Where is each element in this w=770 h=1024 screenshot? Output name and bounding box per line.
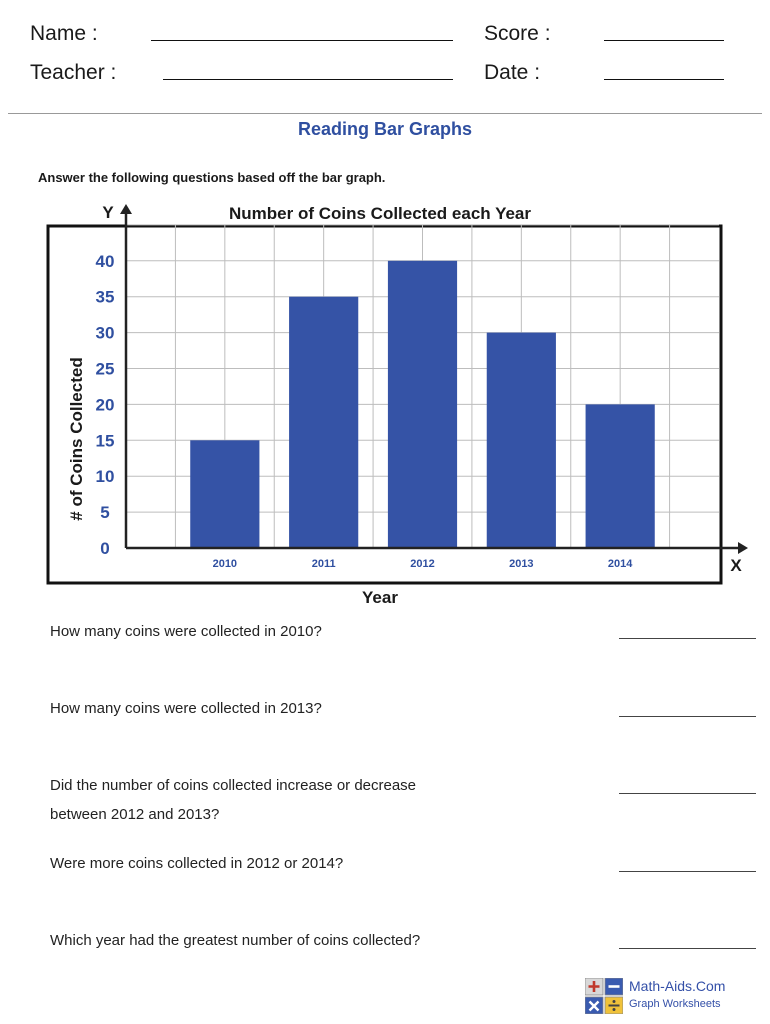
header-divider (8, 113, 762, 114)
answer-blank-4[interactable] (619, 871, 756, 872)
y-tick-label: 0 (100, 539, 110, 558)
bar-2011 (289, 297, 358, 548)
name-blank[interactable] (151, 40, 453, 41)
math-aids-logo-icon (585, 978, 623, 1014)
date-blank[interactable] (604, 79, 724, 80)
question-2: How many coins were collected in 2013? (50, 700, 322, 717)
teacher-blank[interactable] (163, 79, 453, 80)
bar-2014 (586, 404, 655, 548)
y-axis-label: # of Coins Collected (67, 357, 86, 521)
answer-blank-3[interactable] (619, 793, 756, 794)
worksheet-title: Reading Bar Graphs (297, 119, 473, 139)
brand-subtitle: Graph Worksheets (629, 998, 721, 1010)
y-tick-label: 30 (95, 323, 115, 343)
chart-title: Number of Coins Collected each Year (229, 204, 531, 223)
question-5: Which year had the greatest number of coins collected? (50, 932, 421, 949)
answer-blank-5[interactable] (619, 948, 756, 949)
y-axis-arrow (120, 204, 132, 214)
date-label: Date : (484, 61, 541, 84)
bar-2013 (487, 333, 556, 548)
y-tick-label: 25 (95, 359, 115, 379)
x-tick-label-2014: 2014 (607, 558, 633, 570)
bar-chart (0, 195, 770, 615)
x-tick-label-2011: 2011 (311, 558, 336, 570)
x-tick-label-2013: 2013 (509, 558, 534, 570)
answer-blank-2[interactable] (619, 716, 756, 717)
x-axis-letter: X (730, 556, 742, 575)
x-tick-label-2010: 2010 (212, 558, 238, 570)
x-tick-label-2012: 2012 (410, 558, 435, 570)
y-tick-label: 15 (95, 431, 115, 451)
question-4: Were more coins collected in 2012 or 2014? (50, 855, 344, 872)
instructions: Answer the following questions based off the bar graph. (38, 170, 386, 185)
x-axis-label: Year (362, 588, 398, 607)
bar-2010 (190, 440, 259, 548)
y-tick-label: 5 (100, 503, 110, 523)
y-tick-label: 10 (95, 467, 115, 487)
answer-blank-1[interactable] (619, 638, 756, 639)
y-tick-label: 20 (95, 395, 115, 415)
bar-2012 (388, 261, 457, 548)
score-blank[interactable] (604, 40, 724, 41)
name-label: Name : (30, 22, 98, 45)
y-axis-letter: Y (102, 203, 114, 222)
question-3-line-2: between 2012 and 2013? (50, 806, 220, 823)
brand-name: Math-Aids.Com (629, 978, 726, 994)
y-tick-label: 40 (95, 251, 115, 271)
teacher-label: Teacher : (30, 61, 117, 84)
x-axis-arrow (738, 542, 748, 554)
question-3-line-1: Did the number of coins collected increase or decrease (50, 777, 417, 794)
y-tick-label: 35 (95, 287, 115, 307)
score-label: Score : (484, 22, 551, 45)
question-1: How many coins were collected in 2010? (50, 623, 322, 640)
